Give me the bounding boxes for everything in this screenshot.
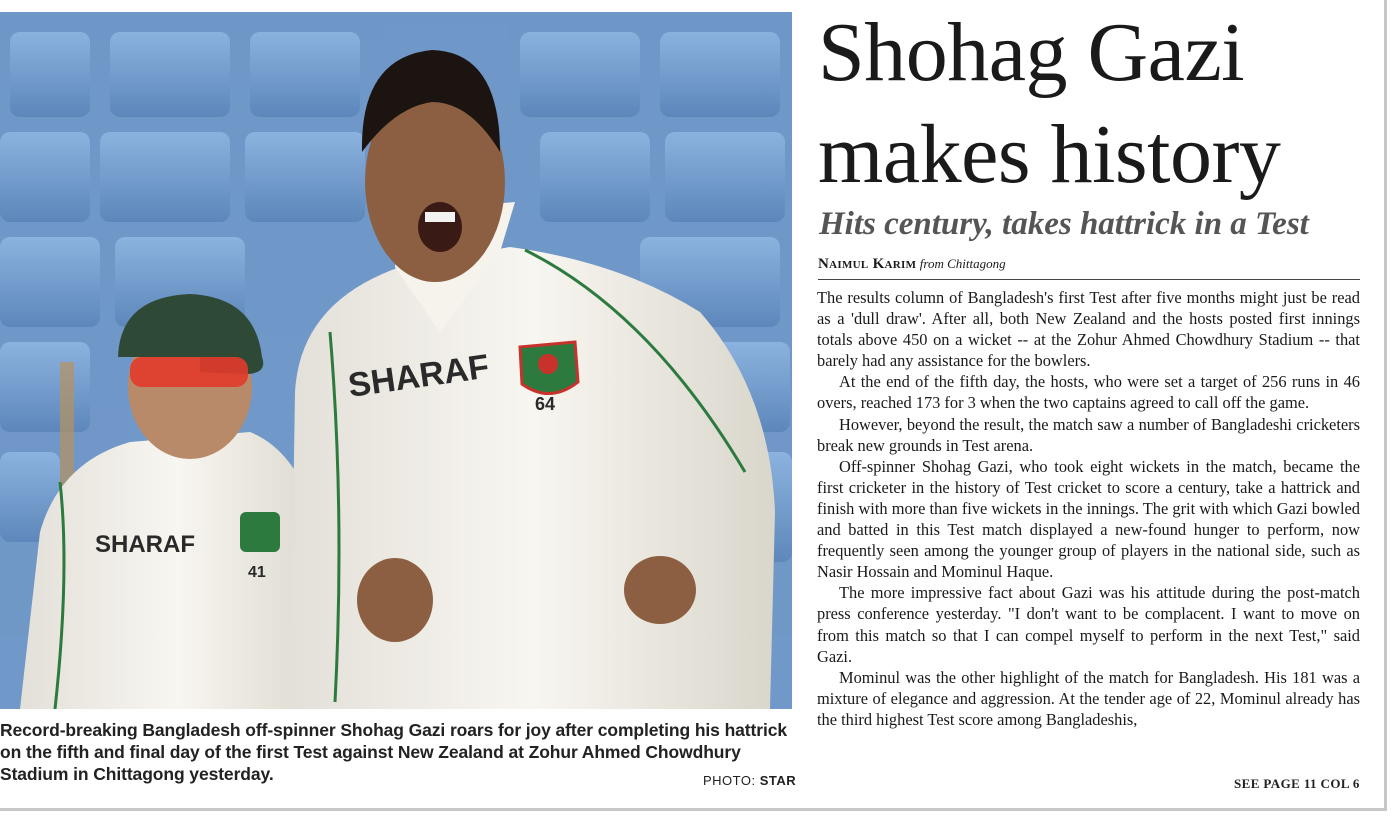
continued-on-jump-line: SEE PAGE 11 COL 6 bbox=[1234, 776, 1360, 791]
headline-line-1: Shohag Gazi bbox=[818, 6, 1245, 99]
player-number: 64 bbox=[535, 394, 556, 414]
article-paragraph: The more impressive fact about Gazi was his attitude during the post-match press conference yesterday. "I don't want to be complacent. I want to move on from this match so that I can compel myself to perform in the next Test," said Gazi. bbox=[817, 583, 1360, 666]
byline-author: Naimul Karim bbox=[818, 256, 917, 272]
byline-location: from Chittagong bbox=[919, 256, 1006, 271]
byline bbox=[818, 255, 1360, 280]
headline-line-2: makes history bbox=[818, 108, 1281, 201]
article-body bbox=[817, 287, 1360, 730]
player-sponsor-text: SHARAF bbox=[345, 347, 492, 405]
photo-illustration bbox=[0, 12, 792, 709]
photo-credit-label: PHOTO: bbox=[703, 773, 756, 788]
photo-credit-source: STAR bbox=[759, 773, 797, 788]
subheadline: Hits century, takes hattrick in a Test bbox=[819, 206, 1309, 242]
article-paragraph: Off-spinner Shohag Gazi, who took eight wickets in the match, became the first cricketer in the history of Test cricket to score a century, take a hattrick and finish with more than five wickets in the innings. The grit with which Gazi bowled and batted in this Test match displayed a new-found hunger to perform, now frequently seen among the younger group of players in the national side, such as Nasir Hossain and Mominul Haque. bbox=[817, 456, 1360, 582]
match-photo bbox=[0, 12, 792, 709]
headline bbox=[818, 2, 1378, 206]
photo-credit bbox=[703, 773, 796, 788]
article-paragraph: However, beyond the result, the match saw a number of Bangladeshi cricketers break new grounds in Test arena. bbox=[817, 414, 1360, 455]
teammate-number: 41 bbox=[248, 564, 266, 581]
article-paragraph: Mominul was the other highlight of the match for Bangladesh. His 181 was a mixture of elegance and aggression. At the tender age of 22, Mominul already has the third highest Test score among Bangladeshis, bbox=[817, 667, 1360, 729]
teammate-sponsor-text: SHARAF bbox=[95, 531, 195, 558]
article-paragraph: The results column of Bangladesh's first Test after five months might just be read as a 'dull draw'. After all, both New Zealand and the hosts posted first innings totals above 450 on a wicket -- at the Zohur Ahmed Chowdhury Stadium -- that barely had any assistance for the bowlers. bbox=[817, 288, 1360, 371]
article-paragraph: At the end of the fifth day, the hosts, who were set a target of 256 runs in 46 overs, reached 173 for 3 when the two captains agreed to call off the game. bbox=[817, 372, 1360, 413]
photo-caption: Record-breaking Bangladesh off-spinner Shohag Gazi roars for joy after completing his hattrick on the fifth and final day of the first Test against New Zealand at Zohur Ahmed Chowdhury Stadium in Chittagong yesterday. bbox=[0, 720, 787, 784]
